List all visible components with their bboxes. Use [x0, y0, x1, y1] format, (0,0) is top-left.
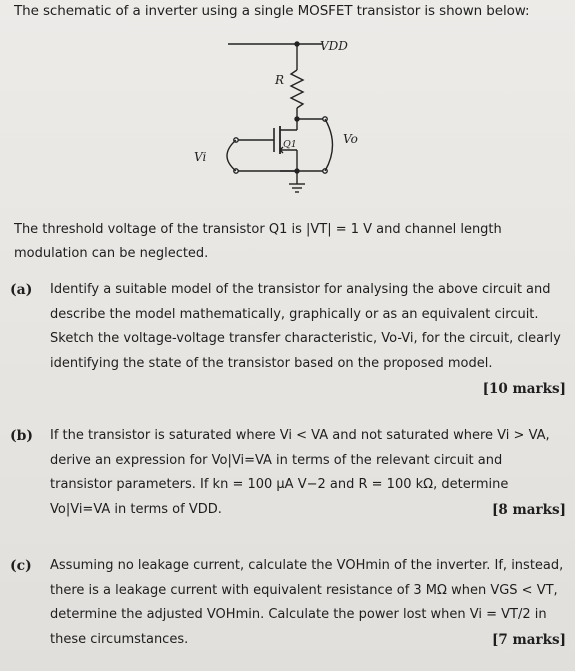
marks-badge: [10 marks] — [482, 381, 566, 397]
part-label: (b) — [10, 428, 34, 444]
marks-badge: [7 marks] — [492, 632, 566, 648]
question-part-c — [10, 554, 566, 664]
vi-label: Vi — [194, 150, 207, 164]
part-text: Assuming no leakage current, calculate the VOHmin of the inverter. If, instead, there is a leakage current with equivalent resistance of 3 MΩ when VGS < VT, determine the adjusted VOHmin. Calculate the power lost when Vi = VT/2 in these circumstances. — [50, 558, 564, 647]
part-label: (a) — [10, 282, 33, 298]
vi-port — [227, 140, 236, 171]
part-label: (c) — [10, 558, 32, 574]
part-text: If the transistor is saturated where Vi < VA and not saturated where Vi > VA, derive an expression for Vo|Vi=VA in terms of the relevant circuit and transistor parameters. If kn = 100 µA V−2 and R = 100 kΩ, determine Vo|Vi=VA in terms of VDD. — [50, 428, 550, 517]
intro-text: The schematic of a inverter using a single MOSFET transistor is shown below: — [14, 3, 530, 19]
vo-label: Vo — [343, 132, 358, 146]
resistor — [291, 70, 303, 108]
vdd-label: VDD — [320, 39, 348, 53]
question-part-b — [10, 424, 566, 539]
question-part-a — [10, 278, 566, 403]
inverter-schematic — [150, 32, 400, 204]
r-label: R — [275, 73, 285, 87]
q-label: Q1 — [283, 139, 297, 150]
part-text: Identify a suitable model of the transistor for analysing the above circuit and describe the model mathematically, graphically or as an equivalent circuit. Sketch the voltage-voltage transfer characteristic, Vo-Vi, for the circuit, clearly identifying the state of the transistor based on the proposed model. — [50, 282, 561, 371]
marks-badge: [8 marks] — [492, 502, 566, 518]
threshold-paragraph: The threshold voltage of the transistor Q1 is |VT| = 1 V and channel length modulation can be neglected. — [14, 222, 502, 261]
vo-port — [325, 119, 333, 171]
